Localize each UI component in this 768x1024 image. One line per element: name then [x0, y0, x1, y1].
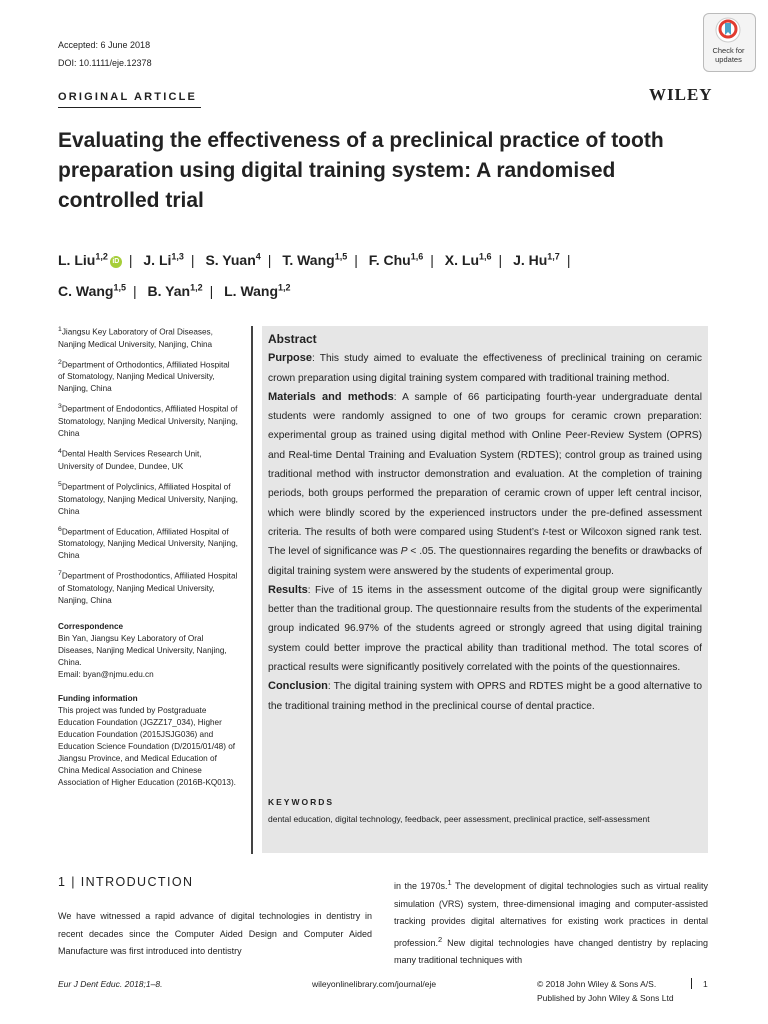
abstract-purpose: Purpose: This study aimed to evaluate the effectiveness of preclinical training on ceramic crown preparation using digital training system compared with traditional training method.	[268, 352, 702, 384]
article-type: ORIGINAL ARTICLE	[58, 91, 198, 103]
affiliation: $^7$Department of Prosthodontics, Affiliated Hospital of Stomatology, Nanjing Medical University, Nanjing, China	[58, 570, 238, 606]
correspondence-text: Bin Yan, Jiangsu Key Laboratory of Oral Diseases, Nanjing Medical University, Nanjing, China.	[58, 634, 227, 668]
footer-url[interactable]: wileyonlinelibrary.com/journal/eje	[312, 979, 437, 989]
author[interactable]: F. Chu$^{1,6}$	[368, 251, 424, 268]
citation-link[interactable]: 2	[438, 934, 443, 944]
intro-left-column: We have witnessed a rapid advance of digital technologies in dentistry in recent decades since the Computer Aided Design and Computer Aided Manufacture was first introduced into dentistry	[58, 911, 372, 956]
author[interactable]: L. Liu$^{1,2}$	[58, 251, 108, 268]
sidebar-divider	[251, 326, 253, 854]
abstract-results: Results: Five of 15 items in the assessment outcome of the digital group were significantly better than the traditional group. The questionnaire results from the students of the experimental group indicated 96.97% of the students agreed or strongly agreed that using digital training system could better improve the practical ability than traditional method. The total scores of practical results were significantly positively correlated with the points of the questionnaires.	[268, 583, 702, 674]
affiliation: $^2$Department of Orthodontics, Affiliated Hospital of Stomatology, Nanjing Medical University, Nanjing, China	[58, 358, 230, 394]
author[interactable]: J. Hu$^{1,7}$	[513, 251, 560, 268]
footer-copyright: © 2018 John Wiley & Sons A/S.	[537, 979, 657, 989]
doi[interactable]: DOI: 10.1111/eje.12378	[58, 58, 152, 68]
keywords: dental education, digital technology, feedback, peer assessment, preclinical practice, self-assessment	[268, 814, 650, 824]
keywords-heading: KEYWORDS	[268, 797, 335, 807]
author[interactable]: T. Wang$^{1,5}$	[282, 251, 348, 268]
author[interactable]: L. Wang$^{1,2}$	[224, 282, 291, 300]
crossmark-icon	[715, 17, 741, 43]
citation-link[interactable]: 1	[447, 878, 452, 887]
article-title: Evaluating the effectiveness of a preclinical practice of tooth preparation using digital training system: A randomised controlled trial	[58, 129, 664, 212]
affiliation: $^3$Department of Endodontics, Affiliated Hospital of Stomatology, Nanjing Medical University, Nanjing, China	[58, 403, 238, 439]
page-number: 1	[703, 979, 708, 989]
affiliation: $^4$Dental Health Services Research Unit, University of Dundee, Dundee, UK	[58, 448, 202, 471]
orcid-icon[interactable]: iD	[110, 256, 122, 268]
correspondence-email[interactable]: Email: byan@njmu.edu.cn	[58, 670, 154, 680]
footer-journal: Eur J Dent Educ. 2018;1–8.	[58, 979, 163, 989]
author-list: L. Liu$^{1,2}$iD | J. Li$^{1,3}$ | S. Yuan$^4$ | T. Wang$^{1,5}$ | F. Chu$^{1,6}$ | X. Lu$^{1,6}$ | J. Hu$^{1,7}$ | C. Wang$^{1,5}$ | B. Yan$^{1,2}$ | L. Wang$^{1,2}$	[58, 251, 571, 300]
correspondence-heading: Correspondence	[58, 622, 124, 632]
author[interactable]: B. Yan$^{1,2}$	[147, 282, 203, 300]
funding-heading: Funding information	[58, 694, 138, 704]
sidebar	[58, 324, 238, 795]
footer-divider	[691, 978, 692, 989]
affiliation: $^6$Department of Education, Affiliated Hospital of Stomatology, Nanjing Medical University, Nanjing, China	[58, 525, 238, 561]
author[interactable]: X. Lu$^{1,6}$	[444, 251, 492, 268]
abstract-heading: Abstract	[268, 332, 317, 346]
author[interactable]: J. Li$^{1,3}$	[143, 251, 184, 268]
author[interactable]: C. Wang$^{1,5}$	[58, 282, 126, 300]
article-type-rule	[58, 107, 201, 108]
abstract-conclusion: Conclusion: The digital training system with OPRS and RDTES might be a good alternative to the traditional training method in the preclinical course of dental practice.	[268, 680, 702, 712]
affiliation: $^1$Jiangsu Key Laboratory of Oral Diseases, Nanjing Medical University, Nanjing, China	[58, 326, 213, 349]
abstract	[268, 330, 702, 716]
accepted-date: Accepted: 6 June 2018	[58, 40, 151, 50]
check-for-updates-label: Check for updates	[712, 46, 745, 64]
section-heading-introduction: 1 | INTRODUCTION	[58, 875, 194, 889]
abstract-methods: Materials and methods: A sample of 66 participating fourth-year undergraduate dental students were randomly assigned to one of two groups for ceramic crown preparation: experimental group as trained using digital method with Online Peer-Review System (OPRS) and Real-time Dental Training and Evaluation System (RDTES); control group as trained using traditional method with instructor demonstration and evaluation. At the completion of training periods, both groups performed the preparation of ceramic crown of upper left central incisor, which were blindly scored by the experienced instructors under the pre-defined assessment criteria. The results of both were compared using Student’s t-test or Wilcoxon signed rank test. The level of significance was P < .05. The questionnaires regarding the benefits or drawbacks of digital training system were answered by the students of experimental group.	[268, 390, 702, 577]
author[interactable]: S. Yuan$^4$	[205, 251, 261, 268]
funding-text: This project was funded by Postgraduate Education Foundation (JGZZ17_034), Higher Education Foundation (2015JSJG036) and Education Science Foundation (D/2015/01/48) of Jiangsu Province, and Medical Education of China Medical Association and Chinese Association of Higher Education (2016B-KQ013).	[58, 706, 236, 788]
intro-right-column: in the 1970s.$^1$ The development of digital technologies such as virtual reality simulation (VRS) system, three-dimensional imaging and computer-assisted tracking provides digital alternatives for existing work practices in dental profession.$^2$ New digital technologies have changed dentistry by replacing many traditional techniques with	[394, 878, 708, 965]
affiliation: $^5$Department of Polyclinics, Affiliated Hospital of Stomatology, Nanjing Medical University, Nanjing, China	[58, 480, 238, 516]
publisher-logo: WILEY	[649, 85, 713, 104]
footer-published: Published by John Wiley & Sons Ltd	[537, 993, 674, 1003]
